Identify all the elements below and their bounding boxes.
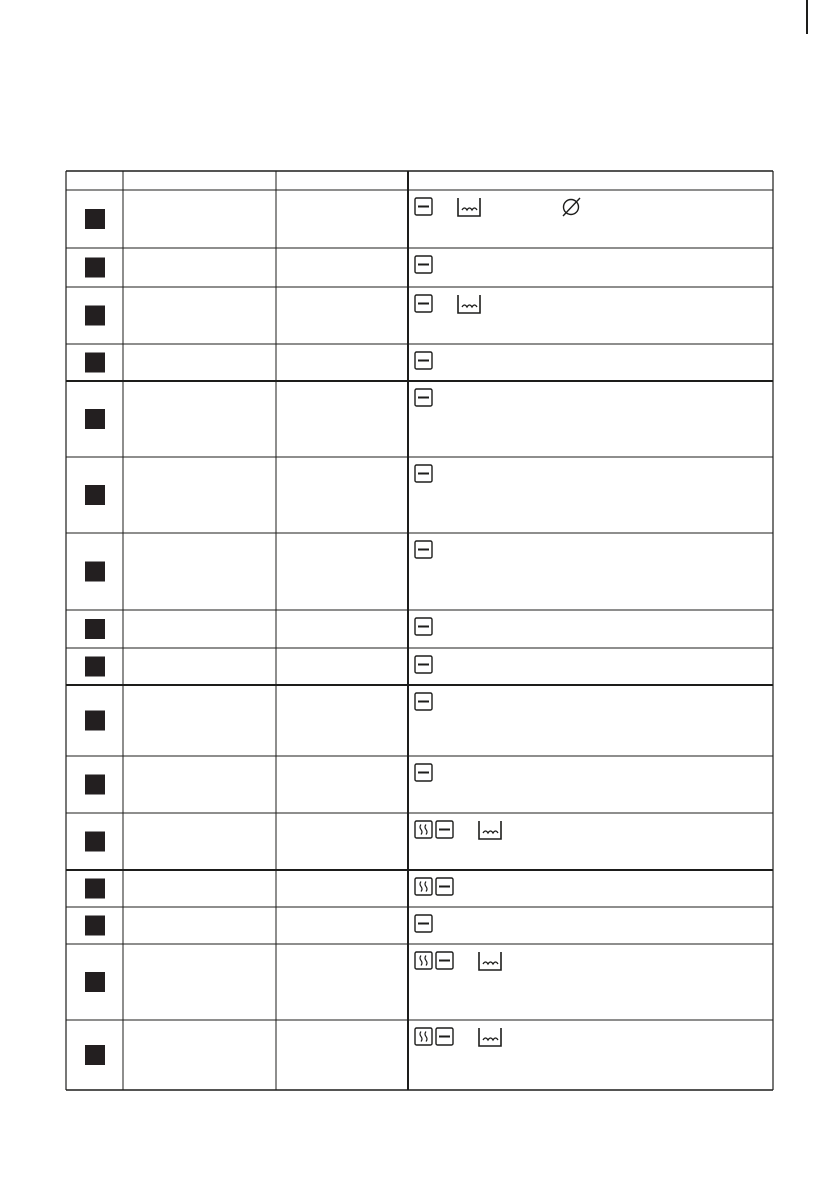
row-marker <box>85 258 105 278</box>
row-marker <box>85 209 105 229</box>
table-row <box>85 656 432 677</box>
element-icon <box>415 693 432 710</box>
table-row <box>85 618 432 639</box>
row-marker <box>85 711 105 731</box>
row-marker <box>85 657 105 677</box>
element-icon <box>436 821 453 838</box>
row-marker <box>85 409 105 429</box>
element-icon <box>415 389 432 406</box>
row-marker <box>85 306 105 326</box>
water-icon <box>479 821 501 839</box>
element-icon <box>415 295 432 312</box>
water-icon <box>479 952 501 970</box>
row-marker <box>85 562 105 582</box>
element-icon <box>415 656 432 673</box>
table-row <box>85 541 432 582</box>
table-row <box>85 821 501 852</box>
element-icon <box>436 878 453 895</box>
element-icon <box>436 1028 453 1045</box>
row-marker <box>85 619 105 639</box>
water-icon <box>458 198 480 216</box>
element-icon <box>415 915 432 932</box>
table-row <box>85 389 432 429</box>
row-marker <box>85 1045 105 1065</box>
element-icon <box>415 541 432 558</box>
heat-icon <box>415 878 432 895</box>
heat-icon <box>415 821 432 838</box>
element-icon <box>415 198 432 215</box>
table-row <box>85 915 432 936</box>
table-row <box>85 256 432 278</box>
heat-icon <box>415 1028 432 1045</box>
table-row <box>85 878 453 899</box>
row-marker <box>85 485 105 505</box>
table-row <box>85 693 432 731</box>
heat-icon <box>415 952 432 969</box>
element-icon <box>415 256 432 273</box>
water-icon <box>479 1028 501 1046</box>
table-row <box>85 764 432 795</box>
element-icon <box>415 618 432 635</box>
row-marker <box>85 916 105 936</box>
table-row <box>85 465 432 505</box>
table-row <box>85 198 580 229</box>
table-row <box>85 952 501 992</box>
table-body <box>85 198 580 1065</box>
water-icon <box>458 295 480 313</box>
element-icon <box>415 352 432 369</box>
element-icon <box>415 764 432 781</box>
row-marker <box>85 972 105 992</box>
row-marker <box>85 775 105 795</box>
element-icon <box>436 952 453 969</box>
row-marker <box>85 879 105 899</box>
table-row <box>85 1028 501 1065</box>
row-marker <box>85 353 105 373</box>
table-row <box>85 295 480 326</box>
table-row <box>85 352 432 373</box>
element-icon <box>415 465 432 482</box>
row-marker <box>85 832 105 852</box>
diameter-icon <box>563 198 580 216</box>
